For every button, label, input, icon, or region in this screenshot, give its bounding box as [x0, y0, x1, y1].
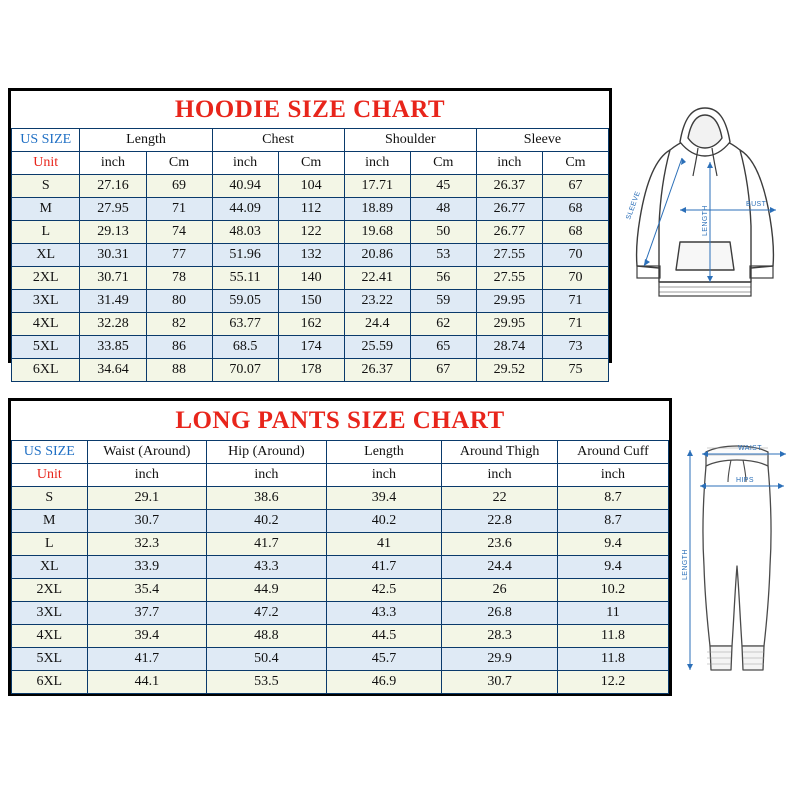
hoodie-header-sleeve: Sleeve: [476, 129, 608, 152]
pants-row-size: L: [12, 533, 88, 556]
cell: 178: [278, 359, 344, 382]
cell: 71: [542, 313, 608, 336]
table-row: [12, 579, 669, 602]
cell: 29.95: [476, 290, 542, 313]
cell: 86: [146, 336, 212, 359]
table-row: [12, 244, 609, 267]
table-row: [12, 533, 669, 556]
cell: 41.7: [207, 533, 327, 556]
cell: 27.95: [80, 198, 146, 221]
cell: 65: [410, 336, 476, 359]
pants-hips-label: HIPS: [736, 477, 754, 484]
cell: 78: [146, 267, 212, 290]
cell: 112: [278, 198, 344, 221]
pants-illustration: [676, 430, 798, 700]
cell: 32.28: [80, 313, 146, 336]
cell: 44.5: [326, 625, 442, 648]
cell: 22.8: [442, 510, 558, 533]
table-row: [12, 556, 669, 579]
cell: 63.77: [212, 313, 278, 336]
cell: 40.2: [326, 510, 442, 533]
pants-row-size: M: [12, 510, 88, 533]
cell: 77: [146, 244, 212, 267]
cell: 31.49: [80, 290, 146, 313]
table-row: [12, 625, 669, 648]
cell: 11.8: [557, 625, 668, 648]
cell: 37.7: [87, 602, 207, 625]
cell: 26.37: [476, 175, 542, 198]
cell: 68.5: [212, 336, 278, 359]
pants-unit-hip: inch: [207, 464, 327, 487]
hoodie-header-chest: Chest: [212, 129, 344, 152]
pants-size-chart-block: [8, 398, 672, 696]
cell: 12.2: [557, 671, 668, 694]
table-row: [12, 313, 609, 336]
pants-header-ussize: US SIZE: [12, 441, 88, 464]
cell: 70: [542, 244, 608, 267]
cell: 44.09: [212, 198, 278, 221]
hoodie-unit-length-cm: Cm: [146, 152, 212, 175]
hoodie-row-size: S: [12, 175, 80, 198]
pants-unit-waist: inch: [87, 464, 207, 487]
pants-size-table: [11, 440, 669, 694]
cell: 29.1: [87, 487, 207, 510]
cell: 35.4: [87, 579, 207, 602]
cell: 27.16: [80, 175, 146, 198]
cell: 48.03: [212, 221, 278, 244]
cell: 29.9: [442, 648, 558, 671]
cell: 48.8: [207, 625, 327, 648]
cell: 26.77: [476, 198, 542, 221]
table-row: [12, 221, 609, 244]
cell: 45: [410, 175, 476, 198]
cell: 51.96: [212, 244, 278, 267]
pants-chart-title: LONG PANTS SIZE CHART: [175, 407, 505, 434]
pants-row-size: 5XL: [12, 648, 88, 671]
cell: 50.4: [207, 648, 327, 671]
hoodie-unit-sleeve-cm: Cm: [542, 152, 608, 175]
hoodie-unit-shoulder-inch: inch: [344, 152, 410, 175]
cell: 42.5: [326, 579, 442, 602]
hoodie-header-ussize: US SIZE: [12, 129, 80, 152]
cell: 55.11: [212, 267, 278, 290]
cell: 11: [557, 602, 668, 625]
hoodie-group-header-row: [12, 129, 609, 152]
cell: 67: [542, 175, 608, 198]
hoodie-header-length: Length: [80, 129, 212, 152]
table-row: [12, 336, 609, 359]
cell: 82: [146, 313, 212, 336]
cell: 24.4: [344, 313, 410, 336]
pants-row-size: 6XL: [12, 671, 88, 694]
cell: 44.9: [207, 579, 327, 602]
cell: 71: [146, 198, 212, 221]
table-row: [12, 175, 609, 198]
cell: 71: [542, 290, 608, 313]
hoodie-row-size: M: [12, 198, 80, 221]
hoodie-chart-title: HOODIE SIZE CHART: [174, 96, 446, 123]
cell: 38.6: [207, 487, 327, 510]
cell: 30.31: [80, 244, 146, 267]
cell: 23.22: [344, 290, 410, 313]
cell: 88: [146, 359, 212, 382]
pants-header-length: Length: [326, 441, 442, 464]
cell: 104: [278, 175, 344, 198]
cell: 47.2: [207, 602, 327, 625]
cell: 19.68: [344, 221, 410, 244]
cell: 25.59: [344, 336, 410, 359]
hoodie-unit-label: Unit: [12, 152, 80, 175]
pants-row-size: S: [12, 487, 88, 510]
cell: 39.4: [326, 487, 442, 510]
cell: 69: [146, 175, 212, 198]
table-row: [12, 359, 609, 382]
cell: 174: [278, 336, 344, 359]
hoodie-row-size: 6XL: [12, 359, 80, 382]
cell: 17.71: [344, 175, 410, 198]
cell: 59: [410, 290, 476, 313]
cell: 24.4: [442, 556, 558, 579]
cell: 23.6: [442, 533, 558, 556]
hoodie-row-size: 3XL: [12, 290, 80, 313]
table-row: [12, 648, 669, 671]
hoodie-row-size: XL: [12, 244, 80, 267]
hoodie-unit-length-inch: inch: [80, 152, 146, 175]
cell: 11.8: [557, 648, 668, 671]
hoodie-unit-shoulder-cm: Cm: [410, 152, 476, 175]
cell: 75: [542, 359, 608, 382]
pants-group-header-row: [12, 441, 669, 464]
table-row: [12, 267, 609, 290]
cell: 34.64: [80, 359, 146, 382]
cell: 26.8: [442, 602, 558, 625]
cell: 28.74: [476, 336, 542, 359]
cell: 29.13: [80, 221, 146, 244]
cell: 33.9: [87, 556, 207, 579]
cell: 18.89: [344, 198, 410, 221]
table-row: [12, 198, 609, 221]
cell: 46.9: [326, 671, 442, 694]
pants-unit-label: Unit: [12, 464, 88, 487]
cell: 70.07: [212, 359, 278, 382]
hoodie-unit-sleeve-inch: inch: [476, 152, 542, 175]
pants-header-thigh: Around Thigh: [442, 441, 558, 464]
cell: 53: [410, 244, 476, 267]
cell: 30.7: [442, 671, 558, 694]
cell: 41: [326, 533, 442, 556]
cell: 10.2: [557, 579, 668, 602]
cell: 32.3: [87, 533, 207, 556]
hoodie-unit-chest-inch: inch: [212, 152, 278, 175]
cell: 40.94: [212, 175, 278, 198]
cell: 45.7: [326, 648, 442, 671]
cell: 26.37: [344, 359, 410, 382]
cell: 53.5: [207, 671, 327, 694]
pants-row-size: XL: [12, 556, 88, 579]
table-row: [12, 290, 609, 313]
hoodie-row-size: 5XL: [12, 336, 80, 359]
cell: 68: [542, 221, 608, 244]
hoodie-sleeve-label: SLEEVE: [625, 190, 643, 221]
cell: 162: [278, 313, 344, 336]
cell: 26: [442, 579, 558, 602]
table-row: [12, 487, 669, 510]
cell: 33.85: [80, 336, 146, 359]
hoodie-bust-label: BUST: [746, 201, 767, 208]
cell: 44.1: [87, 671, 207, 694]
cell: 39.4: [87, 625, 207, 648]
hoodie-unit-chest-cm: Cm: [278, 152, 344, 175]
cell: 80: [146, 290, 212, 313]
pants-length-label: LENGTH: [682, 549, 689, 580]
cell: 56: [410, 267, 476, 290]
cell: 40.2: [207, 510, 327, 533]
hoodie-row-size: 2XL: [12, 267, 80, 290]
hoodie-size-table: [11, 128, 609, 382]
cell: 48: [410, 198, 476, 221]
cell: 73: [542, 336, 608, 359]
cell: 29.95: [476, 313, 542, 336]
cell: 28.3: [442, 625, 558, 648]
hoodie-header-shoulder: Shoulder: [344, 129, 476, 152]
hoodie-length-label: LENGTH: [702, 205, 709, 236]
cell: 9.4: [557, 533, 668, 556]
cell: 29.52: [476, 359, 542, 382]
hoodie-row-size: L: [12, 221, 80, 244]
hoodie-illustration: [614, 96, 796, 326]
cell: 30.71: [80, 267, 146, 290]
cell: 8.7: [557, 487, 668, 510]
cell: 62: [410, 313, 476, 336]
cell: 22.41: [344, 267, 410, 290]
table-row: [12, 671, 669, 694]
cell: 30.7: [87, 510, 207, 533]
hoodie-unit-header-row: [12, 152, 609, 175]
cell: 41.7: [326, 556, 442, 579]
cell: 122: [278, 221, 344, 244]
cell: 41.7: [87, 648, 207, 671]
hoodie-row-size: 4XL: [12, 313, 80, 336]
cell: 26.77: [476, 221, 542, 244]
pants-header-cuff: Around Cuff: [557, 441, 668, 464]
cell: 132: [278, 244, 344, 267]
cell: 70: [542, 267, 608, 290]
cell: 22: [442, 487, 558, 510]
pants-unit-thigh: inch: [442, 464, 558, 487]
cell: 43.3: [326, 602, 442, 625]
cell: 150: [278, 290, 344, 313]
cell: 43.3: [207, 556, 327, 579]
cell: 67: [410, 359, 476, 382]
cell: 20.86: [344, 244, 410, 267]
cell: 59.05: [212, 290, 278, 313]
pants-header-waist: Waist (Around): [87, 441, 207, 464]
pants-row-size: 4XL: [12, 625, 88, 648]
hoodie-size-chart-block: [8, 88, 612, 377]
cell: 50: [410, 221, 476, 244]
pants-row-size: 3XL: [12, 602, 88, 625]
cell: 8.7: [557, 510, 668, 533]
table-row: [12, 602, 669, 625]
cell: 27.55: [476, 267, 542, 290]
cell: 74: [146, 221, 212, 244]
pants-unit-header-row: [12, 464, 669, 487]
pants-row-size: 2XL: [12, 579, 88, 602]
pants-unit-cuff: inch: [557, 464, 668, 487]
cell: 68: [542, 198, 608, 221]
cell: 140: [278, 267, 344, 290]
pants-waist-label: WAIST: [738, 445, 762, 452]
pants-header-hip: Hip (Around): [207, 441, 327, 464]
cell: 27.55: [476, 244, 542, 267]
cell: 9.4: [557, 556, 668, 579]
table-row: [12, 510, 669, 533]
pants-unit-length: inch: [326, 464, 442, 487]
